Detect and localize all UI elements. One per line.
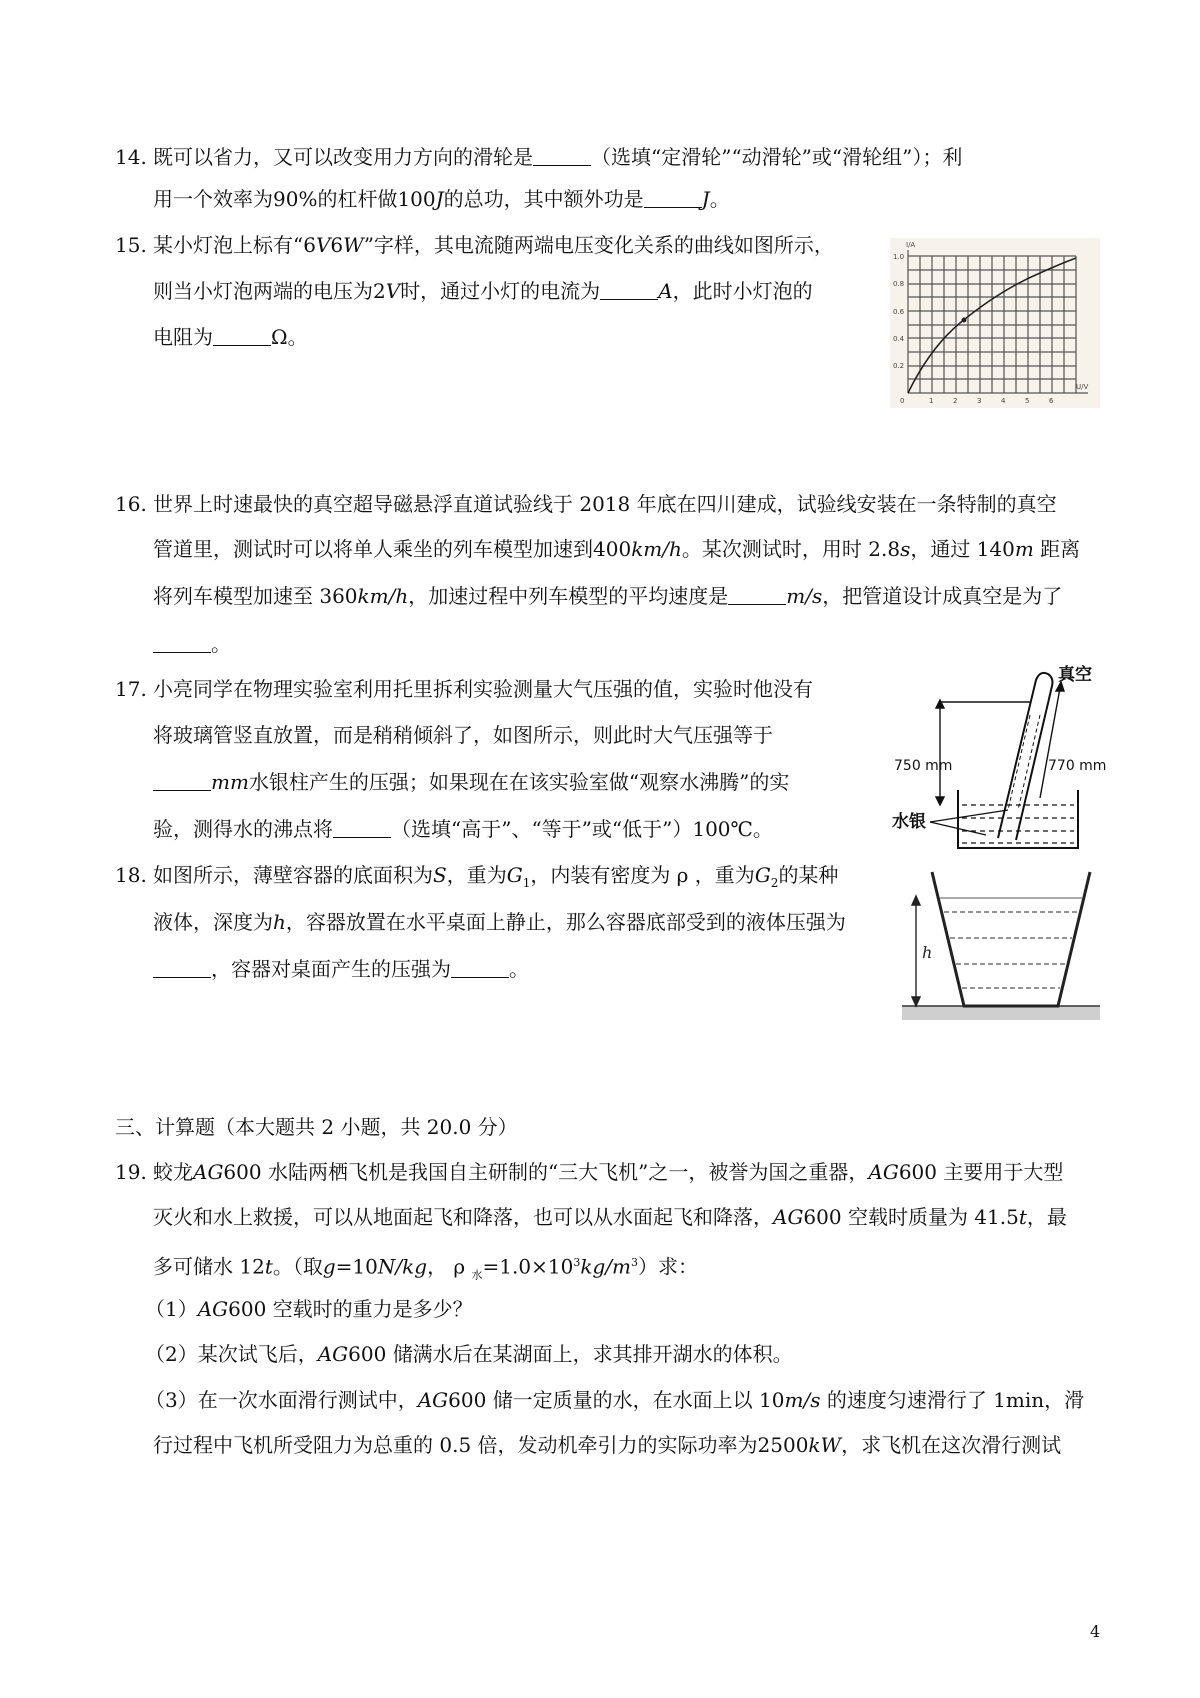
q19-number: 19. [115, 1160, 147, 1184]
q19-part1: （1）AG600 空载时的重力是多少？ [145, 1297, 473, 1321]
q14-line2: 用一个效率为90%的杠杆做100J的总功，其中额外功是 J。 [153, 187, 730, 211]
container-figure [902, 868, 1100, 1023]
iu-curve-figure [890, 238, 1100, 408]
x-tick: 0 [900, 397, 905, 405]
answer-blank[interactable] [533, 145, 591, 166]
x-tick: 1 [929, 397, 934, 405]
answer-blank[interactable] [451, 957, 509, 978]
q18-line1: 如图所示，薄壁容器的底面积为S，重为$G_1$，内装有密度为 ρ ，重为$G_2$的某种 [153, 863, 839, 890]
mercury-label: 水银 [892, 812, 926, 832]
q14-line1: 既可以省力，又可以改变用力方向的滑轮是 （选填“定滑轮”“动滑轮”或“滑轮组”）；利 [153, 145, 963, 169]
q18-line2: 液体，深度为h，容器放置在水平桌面上静止，那么容器底部受到的液体压强为 [153, 910, 846, 934]
q19-line1: 蛟龙AG600 水陆两栖飞机是我国自主研制的“三大飞机”之一，被誉为国之重器，AG600 主要用于大型 [153, 1160, 1064, 1184]
y-tick: 0.4 [893, 335, 905, 343]
q17-number: 17. [115, 677, 147, 701]
x-tick: 3 [977, 397, 982, 405]
q18-line3: ，容器对桌面产生的压强为 。 [153, 955, 529, 983]
q15-line3: 电阻为 Ω。 [153, 325, 308, 349]
q14-number: 14. [115, 145, 147, 169]
height-770-label: 770 mm [1048, 758, 1107, 774]
q19-part3-cont: 行过程中飞机所受阻力为总重的 0.5 倍，发动机牵引力的实际功率为2500kW，求飞机在这次滑行测试 [153, 1433, 1062, 1457]
q19-line3: 多可储水 12t。（取g=10N/kg， ρ $_水=1.0\times 10^3kg/m^3$）求： [153, 1254, 698, 1282]
q17-line4: 验，测得水的沸点将 （选填“高于”、“等于”或“低于”）100℃。 [153, 817, 773, 841]
q16-line1: 世界上时速最快的真空超导磁悬浮直道试验线于 2018 年底在四川建成，试验线安装在一条特制的真空 [153, 492, 1057, 516]
answer-blank[interactable] [153, 632, 211, 653]
answer-blank[interactable] [644, 187, 702, 208]
page-number: 4 [1090, 1622, 1101, 1641]
y-tick: 0.2 [893, 362, 905, 370]
x-axis-label: U/V [1076, 383, 1089, 391]
q15-number: 15. [115, 233, 147, 257]
torricelli-figure [890, 660, 1115, 860]
q15-line1: 某小灯泡上标有“6V6W”字样，其电流随两端电压变化关系的曲线如图所示， [153, 233, 834, 257]
answer-blank[interactable] [153, 770, 211, 791]
q15-line2: 则当小灯泡两端的电压为2V时，通过小灯的电流为 A，此时小灯泡的 [153, 279, 813, 303]
q16-line3: 将列车模型加速至 360km/h，加速过程中列车模型的平均速度是 m/s，把管道设计成真空是为了 [153, 584, 1063, 608]
vacuum-label: 真空 [1058, 665, 1092, 685]
x-tick: 5 [1025, 397, 1030, 405]
q17-line1: 小亮同学在物理实验室利用托里拆利实验测量大气压强的值，实验时他没有 [153, 677, 813, 701]
height-750-label: 750 mm [894, 758, 953, 774]
q17-line3: mm水银柱产生的压强；如果现在在该实验室做“观察水沸腾”的实 [153, 768, 789, 796]
y-tick: 0.8 [893, 280, 905, 288]
q18-number: 18. [115, 863, 147, 887]
q19-line2: 灭火和水上救援，可以从地面起飞和降落，也可以从水面起飞和降落，AG600 空载时质量为 41.5t，最 [153, 1205, 1067, 1229]
q16-line2: 管道里，测试时可以将单人乘坐的列车模型加速到400km/h。某次测试时，用时 2.8s，通过 140m 距离 [153, 537, 1081, 561]
answer-blank[interactable] [600, 279, 658, 300]
y-tick: 1.0 [893, 253, 905, 261]
answer-blank[interactable] [153, 957, 211, 978]
answer-blank[interactable] [213, 325, 271, 346]
section-heading: 三、计算题（本大题共 2 小题，共 20.0 分） [115, 1115, 518, 1139]
curve-point [962, 318, 967, 323]
x-tick: 6 [1049, 397, 1054, 405]
x-tick: 4 [1001, 397, 1006, 405]
y-tick: 0.6 [893, 308, 905, 316]
q17-line2: 将玻璃管竖直放置，而是稍稍倾斜了，如图所示，则此时大气压强等于 [153, 723, 773, 747]
q16-number: 16. [115, 492, 147, 516]
q16-line4: 。 [153, 630, 231, 658]
q19-part2: （2）某次试飞后，AG600 储满水后在某湖面上，求其排开湖水的体积。 [145, 1342, 793, 1366]
depth-label: h [922, 943, 933, 962]
answer-blank[interactable] [333, 817, 391, 838]
answer-blank[interactable] [728, 584, 786, 605]
x-tick: 2 [953, 397, 958, 405]
y-axis-label: I/A [906, 241, 916, 249]
q19-part3: （3）在一次水面滑行测试中，AG600 储一定质量的水，在水面上以 10m/s 的速度匀速滑行了 1min，滑 [145, 1388, 1085, 1412]
